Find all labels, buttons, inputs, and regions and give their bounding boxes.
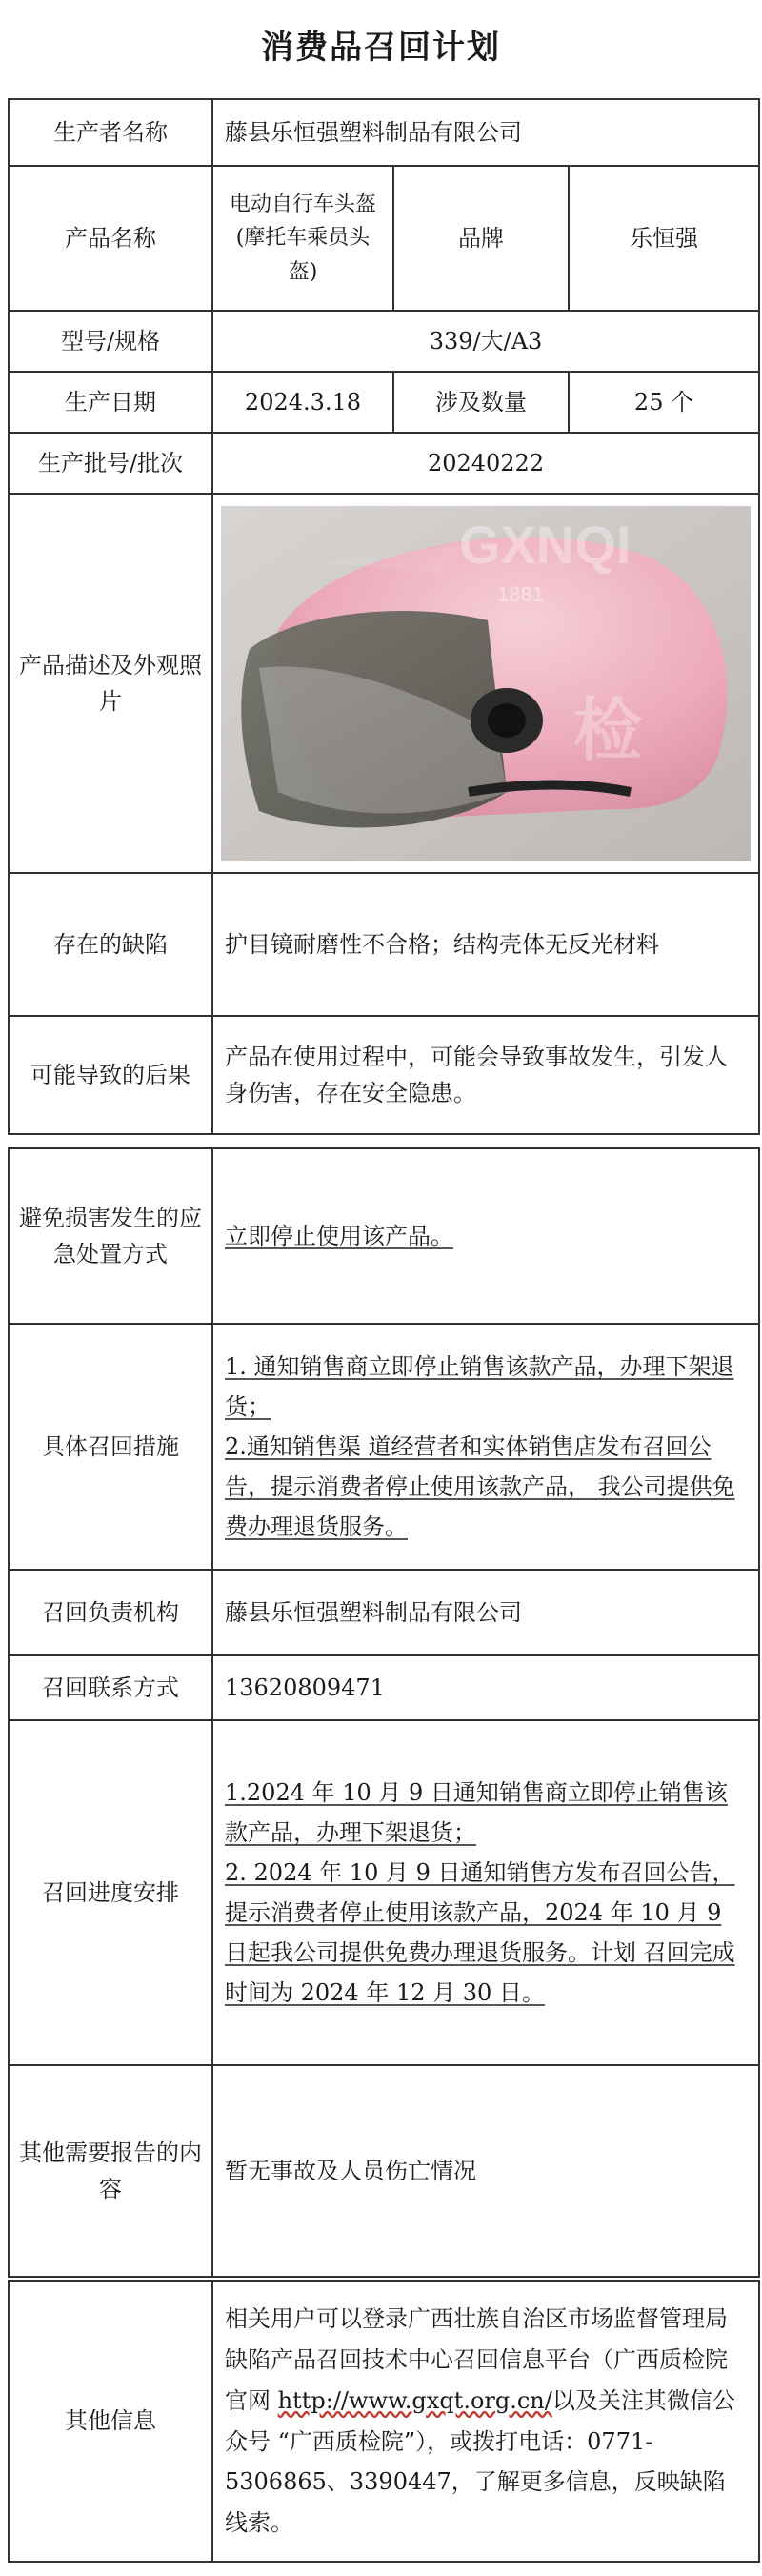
row-batch <box>9 433 759 494</box>
date-label: 生产日期 <box>9 372 212 433</box>
contact-label: 召回联系方式 <box>9 1655 212 1720</box>
defect-label: 存在的缺陷 <box>9 873 212 1016</box>
batch-label: 生产批号/批次 <box>9 433 212 494</box>
row-org <box>9 1570 759 1655</box>
model-value: 339/大/A3 <box>212 311 759 372</box>
defect-value: 护目镜耐磨性不合格；结构壳体无反光材料 <box>212 873 759 1016</box>
recall-table-main <box>8 98 760 1135</box>
watermark-char: 检 <box>573 690 643 770</box>
row-emergency <box>9 1148 759 1324</box>
other-text-before: 相关用户可以登录广西壮族自治区市场监督管理局缺陷产品召回技术中心召回信息平台（广西质检院官网 <box>225 2305 728 2414</box>
measures-item-1: 1. 通知销售商立即停止销售该款产品，办理下架退货； <box>225 1353 734 1420</box>
row-model <box>9 311 759 372</box>
batch-value: 20240222 <box>212 433 759 494</box>
brand-value: 乐恒强 <box>569 166 759 311</box>
schedule-label: 召回进度安排 <box>9 1720 212 2065</box>
photo-cell <box>212 494 759 873</box>
row-measures <box>9 1324 759 1570</box>
photo-label: 产品描述及外观照片 <box>9 494 212 873</box>
recall-table-measures <box>8 1147 760 2278</box>
page-title: 消费品召回计划 <box>261 29 501 67</box>
helmet-photo <box>221 506 751 861</box>
contact-value: 13620809471 <box>212 1655 759 1720</box>
consequence-label: 可能导致的后果 <box>9 1016 212 1134</box>
report-label: 其他需要报告的内容 <box>9 2065 212 2277</box>
date-value: 2024.3.18 <box>212 372 393 433</box>
row-consequence <box>9 1016 759 1134</box>
row-date <box>9 372 759 433</box>
gxqt-website-link[interactable]: http://www.gxqt.org.cn/ <box>277 2386 552 2414</box>
qty-value: 25 个 <box>569 372 759 433</box>
model-label: 型号/规格 <box>9 311 212 372</box>
measures-cell <box>212 1324 759 1570</box>
consequence-value: 产品在使用过程中，可能会导致事故发生，引发人身伤害，存在安全隐患。 <box>212 1016 759 1134</box>
qty-label: 涉及数量 <box>393 372 569 433</box>
emergency-cell <box>212 1148 759 1324</box>
product-value: 电动自行车头盔(摩托车乘员头盔) <box>212 166 393 311</box>
other-text-after: 以及关注其微信公众号 “广西质检院”），或拨打电话：0771-5306865、3390447，了解更多信息，反映缺陷线索。 <box>225 2386 735 2536</box>
recall-table-other <box>8 2280 760 2563</box>
schedule-item-2: 2. 2024 年 10 月 9 日通知销售方发布召回公告，提示消费者停止使用该款产品，2024 年 10 月 9 日起我公司提供免费办理退货服务。计划 召回完成时间为 2024 年 12 月 30 日。 <box>225 1859 735 2006</box>
row-photo <box>9 494 759 873</box>
emergency-value: 立即停止使用该产品。 <box>225 1222 453 1249</box>
row-other <box>9 2281 759 2562</box>
measures-item-2: 2.通知销售渠 道经营者和实体销售店发布召回公告，提示消费者停止使用该款产品， 我公司提供免费办理退货服务。 <box>225 1433 735 1540</box>
emergency-label: 避免损害发生的应急处置方式 <box>9 1148 212 1324</box>
measures-label: 具体召回措施 <box>9 1324 212 1570</box>
org-value: 藤县乐恒强塑料制品有限公司 <box>212 1570 759 1655</box>
other-label: 其他信息 <box>9 2281 212 2562</box>
other-value <box>212 2281 759 2562</box>
row-schedule <box>9 1720 759 2065</box>
row-defect <box>9 873 759 1016</box>
report-value: 暂无事故及人员伤亡情况 <box>212 2065 759 2277</box>
watermark-year: 1881 <box>497 582 544 606</box>
org-label: 召回负责机构 <box>9 1570 212 1655</box>
producer-label: 生产者名称 <box>9 99 212 166</box>
producer-value: 藤县乐恒强塑料制品有限公司 <box>212 99 759 166</box>
row-product <box>9 166 759 311</box>
row-producer <box>9 99 759 166</box>
schedule-item-1: 1.2024 年 10 月 9 日通知销售商立即停止销售该款产品，办理下架退货； <box>225 1779 728 1846</box>
watermark-text: GXNQI <box>459 515 632 575</box>
row-contact <box>9 1655 759 1720</box>
row-report <box>9 2065 759 2277</box>
brand-label: 品牌 <box>393 166 569 311</box>
schedule-cell <box>212 1720 759 2065</box>
product-label: 产品名称 <box>9 166 212 311</box>
